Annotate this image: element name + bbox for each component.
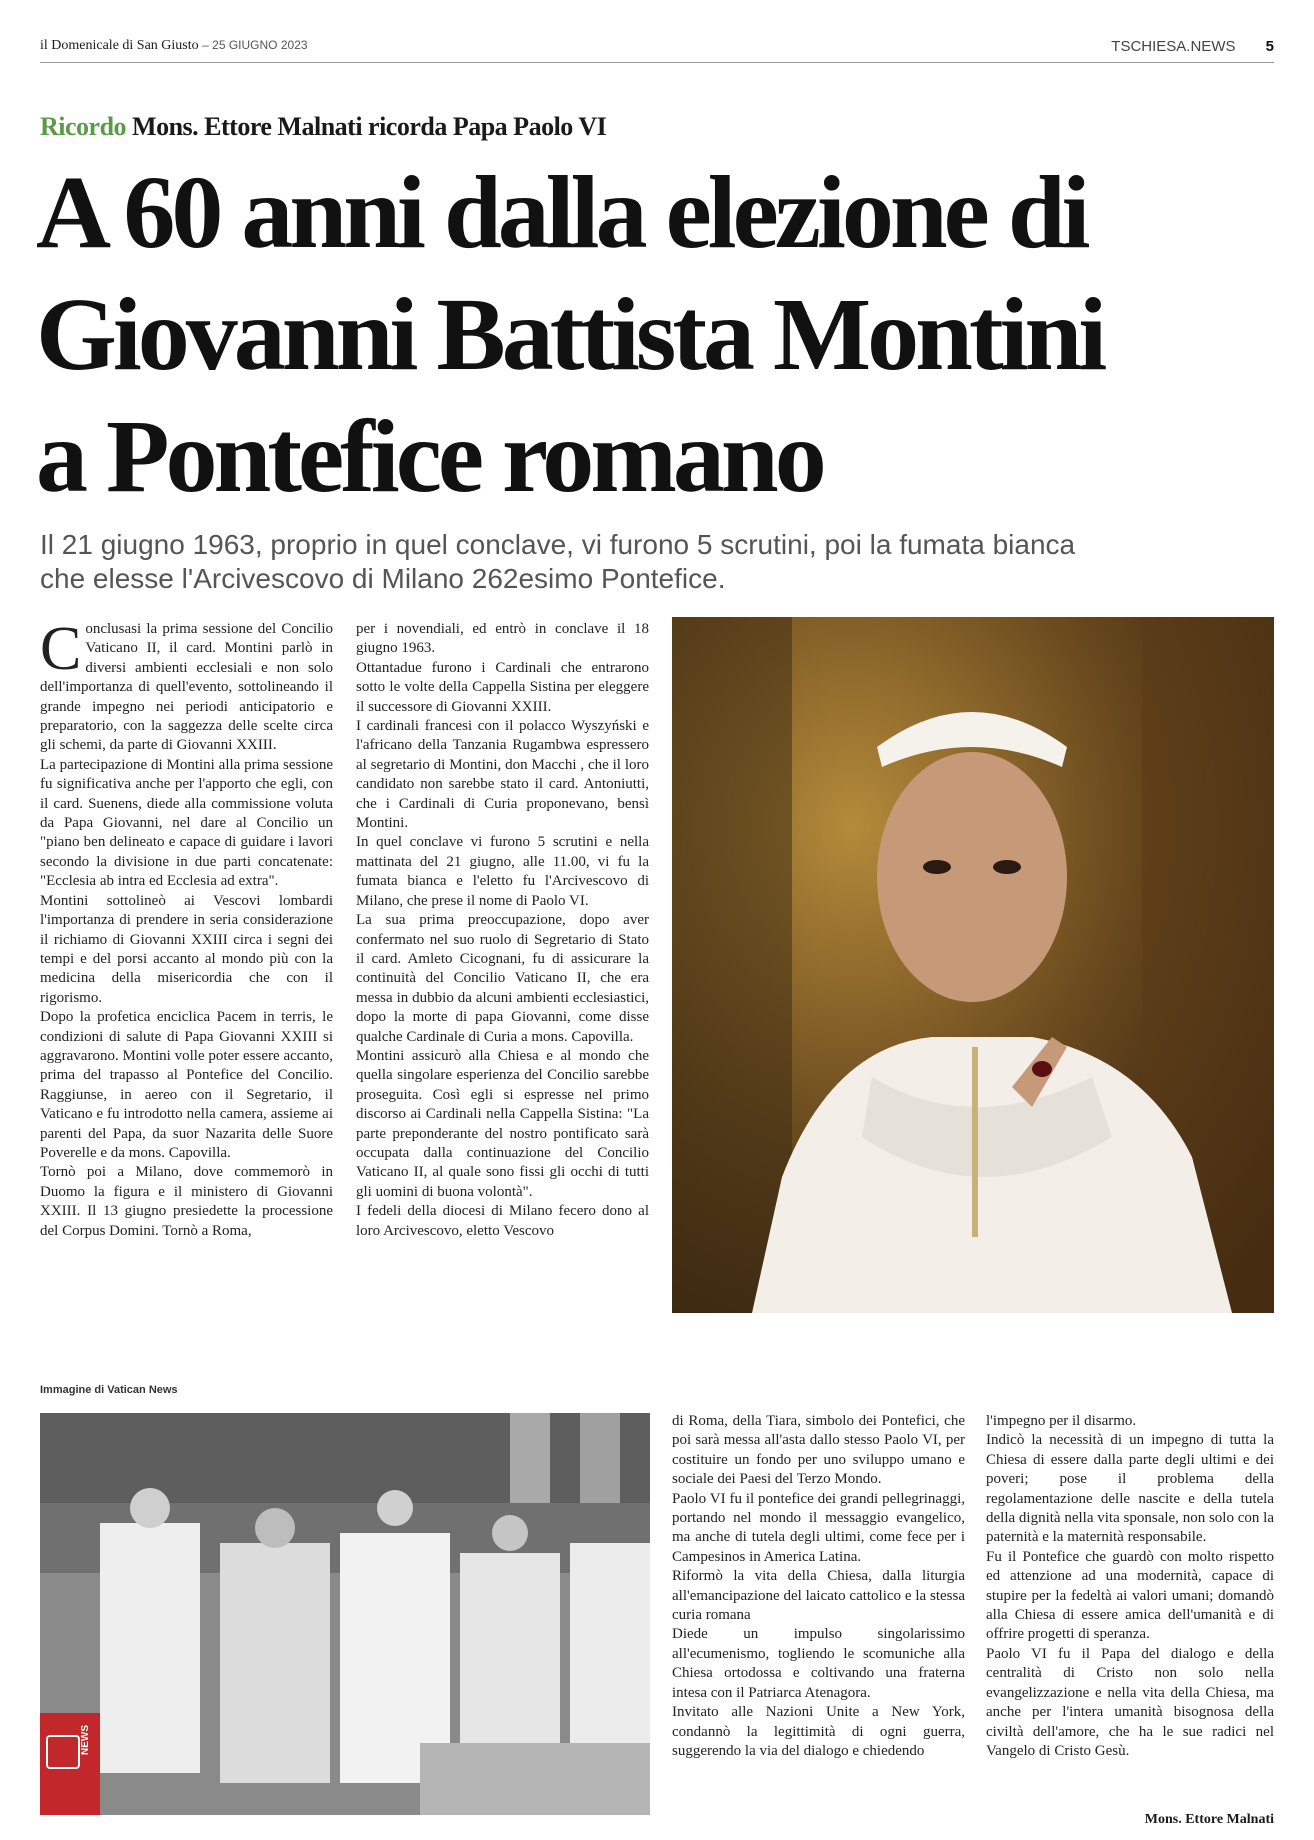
kicker [40,112,606,142]
portrait-photo [672,617,1274,1313]
headline-line-2: Giovanni Battista Montini [36,277,1104,392]
masthead [40,38,308,54]
vatican-news-badge [40,1713,100,1815]
ceremony-illustration [40,1413,650,1815]
site-and-page [1111,38,1274,55]
paragraph: I cardinali francesi con il polacco Wyszyński e l'africano della Tanzania Rugambwa espressero al segretario di Montini, don Macchi , che il loro candidato non sarebbe stato il card. Antoniutti, che i Cardinali di Curia proponevano, bensì Montini. [356,718,649,832]
header-divider [40,62,1274,63]
article-column-4 [986,1412,1274,1812]
paragraph: Indicò la necessità di un impegno di tutta la Chiesa di essere dalla parte degli ultimi e dei poveri; pose il problema della regolamentazione delle nascite e della tutela della dignità nella vita sponsale, non solo con la paternità e la maternità responsabile. [986,1432,1274,1546]
paragraph: In quel conclave vi furono 5 scrutini e nella mattinata del 21 giugno, alle 11.00, vi fu la fumata bianca e l'eletto fu l'Arcivescovo di Milano, che prese il nome di Paolo VI. [356,834,649,909]
paragraph: Ottantadue furono i Cardinali che entrarono sotto le volte della Cappella Sistina per eleggere il successore di Giovanni XXIII. [356,659,649,715]
photo-credit: Immagine di Vatican News [40,1384,178,1396]
article-column-3 [672,1412,965,1812]
paragraph: Invitato alle Nazioni Unite a New York, condannò la legittimità di ogni guerra, suggerendo la via del dialogo e chiedendo [672,1704,965,1759]
paragraph: La partecipazione di Montini alla prima sessione fu significativa anche per l'apporto che egli, con il card. Suenens, diede alla commissione voluta da Papa Giovanni, nel dare al Concilio un "piano ben delineato e capace di guidare i lavori secondo la divisione in due parti concatenate: "Ecclesia ab intra ed Ecclesia ad extra". [40,756,333,890]
paragraph: l'impegno per il disarmo. [986,1413,1137,1429]
standfirst [40,528,1280,596]
paragraph: onclusasi la prima sessione del Concilio Vaticano II, il card. Montini parlò in diversi ambienti ecclesiali e non solo dell'importanza di quell'evento, sottolineando il grande impegno nei periodi anticipatorio e preparatorio, con la saggezza delle scelte circa gli schemi, da parte di Giovanni XXIII. [40,621,333,754]
paragraph: La sua prima preoccupazione, dopo aver confermato nel suo ruolo di Segretario di Stato il card. Amleto Cicognani, fu di assicurare la continuità del Concilio Vaticano II, che era messa in dubbio da alcuni ambienti ecclesiastici, dopo la morte di papa Giovanni, come disse qualche Cardinale di Curia a mons. Capovilla. [356,912,649,1045]
headline-line-3: a Pontefice romano [36,399,823,514]
keys-emblem-icon [46,1735,80,1769]
article-column-2 [356,620,649,1360]
drop-cap: C [40,620,82,683]
issue-date: – 25 GIUGNO 2023 [202,38,308,52]
paragraph: Paolo VI fu il Papa del dialogo e della centralità di Cristo non solo nella evangelizzazione e nella vita della Chiesa, ma anche per l'intera umanità bisognosa della civiltà dell'amore, che ha le sue radici nel Vangelo di Cristo Gesù. [986,1645,1274,1759]
paragraph: Montini sottolineò ai Vescovi lombardi l'importanza di prendere in seria considerazione il richiamo di Giovanni XXIII circa i segni dei tempi e del porsi accanto al mondo più con la medicina della misericordia che con il rigorismo. [40,892,333,1006]
pope-portrait-illustration [672,617,1274,1313]
page-number: 5 [1265,38,1274,55]
standfirst-line-2: che elesse l'Arcivescovo di Milano 262esimo Pontefice. [40,563,726,594]
paragraph: di Roma, della Tiara, simbolo dei Pontefici, che poi sarà messa all'asta dallo stesso Paolo VI, per costituire un fondo per uno sviluppo umano e sociale dei Paesi del Terzo Mondo. [672,1413,965,1488]
section-tag: Ricordo [40,112,127,141]
headline [36,152,1286,518]
publication-name: il Domenicale di San Giusto [40,38,199,53]
article-column-1 [40,620,333,1360]
paragraph: Riformò la vita della Chiesa, dalla liturgia all'emancipazione del laicato cattolico e la stessa curia romana [672,1568,965,1624]
headline-line-1: A 60 anni dalla elezione di [36,155,1087,270]
paragraph: Paolo VI fu il pontefice dei grandi pellegrinaggi, portando nel mondo il messaggio evangelico, ma anche di tutela degli ultimi, come fece per i Campesinos in America Latina. [672,1490,965,1565]
paragraph: Diede un impulso singolarissimo all'ecumenismo, togliendo le scomuniche alla Chiesa ortodossa e coltivando una fraterna intesa con il Patriarca Atenagora. [672,1626,965,1701]
kicker-text: Mons. Ettore Malnati ricorda Papa Paolo VI [132,112,607,141]
site-name: TSCHIESA.NEWS [1111,38,1236,55]
paragraph: Dopo la profetica enciclica Pacem in terris, le condizioni di salute di Papa Giovanni XXIII si aggravarono. Montini volle poter essere accanto, prima del trapasso al Pontefice del Concilio. Raggiunse, in aereo con il Segretario, il Vaticano e fu introdotto nella camera, assieme ai parenti del Papa, da suor Nazarita delle Suore Poverelle e da mons. Capovilla. [40,1009,333,1161]
paragraph: Fu il Pontefice che guardò con molto rispetto ed attenzione ad una modernità, capace di stupire per la fedeltà ai valori umani; domandò alla Chiesa di essere amica dell'umanità e di offrire progetti di speranza. [986,1548,1274,1643]
badge-label: NEWS [80,1725,91,1755]
paragraph: I fedeli della diocesi di Milano fecero dono al loro Arcivescovo, eletto Vescovo [356,1203,649,1239]
paragraph: Tornò poi a Milano, dove commemorò in Duomo la figura e il ministero di Giovanni XXIII. Il 13 giugno presiedette la processione del Corpus Domini. Tornò a Roma, [40,1164,333,1239]
paragraph: per i novendiali, ed entrò in conclave il 18 giugno 1963. [356,621,649,657]
standfirst-line-1: Il 21 giugno 1963, proprio in quel conclave, vi furono 5 scrutini, poi la fumata bianca [40,529,1076,560]
ceremony-photo [40,1413,650,1815]
paragraph: Montini assicurò alla Chiesa e al mondo che quella singolare esperienza del Concilio sarebbe proseguita. Così egli si espresse nel primo discorso ai Cardinali nella Cappella Sistina: "La parte preponderante del nostro pontificato sarà occupata dalla continuazione del Concilio Vaticano II, al quale sono fissi gli occhi di tutti gli uomini di buona volontà". [356,1047,649,1200]
author-byline: Mons. Ettore Malnati [1144,1812,1274,1827]
